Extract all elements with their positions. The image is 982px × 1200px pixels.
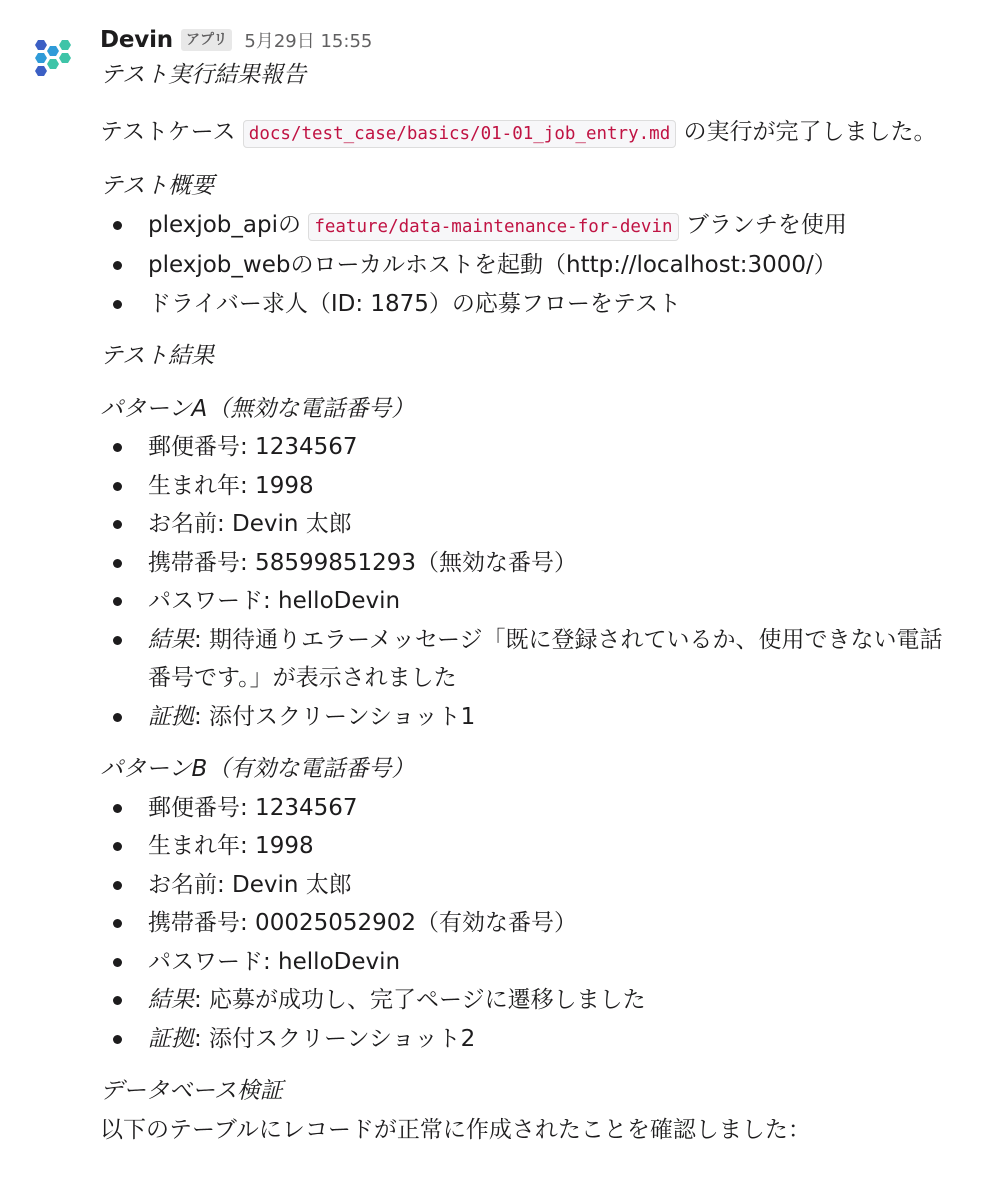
list-item: 生まれ年: 1998: [100, 827, 960, 866]
list-item: 郵便番号: 1234567: [100, 428, 960, 467]
db-heading: データベース検証: [100, 1078, 283, 1104]
overview-item1-after: ブランチを使用: [685, 211, 847, 238]
list-item: パスワード: helloDevin: [100, 582, 960, 621]
timestamp[interactable]: 5月29日 15:55: [244, 31, 373, 52]
result-text: : 期待通りエラーメッセージ「既に登録されているか、使用できない電話番号です。」が表示されました: [148, 626, 943, 691]
overview-item1-before: plexjob_apiの: [148, 211, 301, 238]
list-item: お名前: Devin 太郎: [100, 866, 960, 905]
devin-avatar[interactable]: [30, 36, 74, 80]
list-item: [100, 206, 960, 247]
message-title: テスト実行結果報告: [100, 62, 307, 88]
result-text: : 応募が成功し、完了ページに遷移しました: [194, 987, 646, 1013]
app-badge: アプリ: [181, 29, 232, 51]
evidence-text: : 添付スクリーンショット1: [194, 703, 476, 730]
list-item: パスワード: helloDevin: [100, 943, 960, 982]
intro-text: [100, 113, 960, 154]
list-item: plexjob_webのローカルホストを起動（http://localhost:3000/）: [100, 246, 960, 285]
list-item: ドライバー求人（ID: 1875）の応募フローをテスト: [100, 285, 960, 324]
sender-name[interactable]: Devin: [100, 27, 173, 53]
list-item: お名前: Devin 太郎: [100, 505, 960, 544]
pattern-b-list: [100, 789, 960, 1059]
intro-before: テストケース: [100, 118, 236, 145]
evidence-label: 証拠: [148, 1025, 194, 1052]
list-item: [100, 621, 960, 698]
list-item: [100, 981, 960, 1020]
result-label: 結果: [148, 626, 194, 653]
list-item: 携帯番号: 58599851293（無効な番号）: [100, 544, 960, 583]
list-item: [100, 1020, 960, 1059]
branch-name: feature/data-maintenance-for-devin: [308, 213, 678, 241]
pattern-b-heading: パターンB（有効な電話番号）: [100, 756, 415, 782]
test-case-path: docs/test_case/basics/01-01_job_entry.md: [243, 120, 676, 148]
list-item: 携帯番号: 00025052902（有効な番号）: [100, 904, 960, 943]
list-item: 郵便番号: 1234567: [100, 789, 960, 828]
pattern-a-heading: パターンA（無効な電話番号）: [100, 395, 415, 422]
message: [100, 22, 960, 1149]
overview-heading: テスト概要: [100, 173, 215, 199]
pattern-a-list: [100, 428, 960, 736]
overview-list: [100, 206, 960, 324]
intro-after: の実行が完了しました。: [683, 118, 937, 145]
message-body: [100, 56, 960, 1149]
results-heading: テスト結果: [100, 343, 215, 369]
list-item: 生まれ年: 1998: [100, 467, 960, 506]
evidence-text: : 添付スクリーンショット2: [194, 1025, 476, 1052]
result-label: 結果: [148, 987, 194, 1013]
list-item: [100, 698, 960, 737]
message-header: [100, 22, 960, 58]
db-text: 以下のテーブルにレコードが正常に作成されたことを確認しました：: [100, 1116, 811, 1143]
evidence-label: 証拠: [148, 703, 194, 730]
